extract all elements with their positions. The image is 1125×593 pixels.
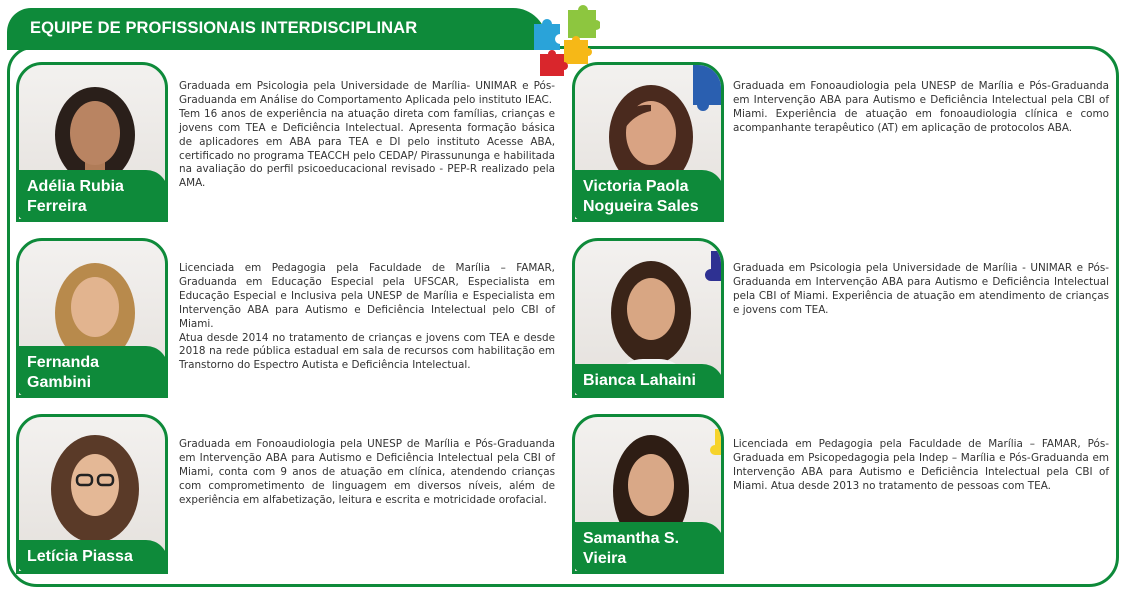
bio-samantha [733,438,1109,494]
page-title: EQUIPE DE PROFISSIONAIS INTERDISCIPLINAR [30,19,418,37]
puzzle-piece-blue-icon [534,19,560,50]
name-tag [572,170,724,222]
profile-card-leticia [16,414,168,574]
name-line2: Vieira [583,550,627,567]
profile-card-adelia [16,62,168,222]
bio-paragraph: Tem 16 anos de experiência na atuação direta com famílias, crianças e jovens com TEA e Deficiência Intelectual. Apresenta formação básica de aplicadores em ABA para TEA e DI pelo instituto Acesse ABA, certificado no programa TEACCH pelo CEDAP/ Pirassununga e habilitada na avaliação do perfil psicoeducacional revisado - PEP-R realizado pela AMA. [179,107,555,190]
name-line1: Adélia Rubia [27,178,124,195]
bio-paragraph: Licenciada em Pedagogia pela Faculdade de Marília – FAMAR, Pós-Graduada em Psicopedagogia pela Indep – Marília e Pós-Graduanda em Intervenção ABA para Autismo e Deficiência Intelectual pela CBI of Miami. Atua desde 2013 no tratamento de pessoas com TEA. [733,438,1109,492]
name-tag [16,170,168,222]
name-line1: Bianca Lahaini [583,372,696,389]
bio-fernanda [179,262,555,373]
name-tag [16,540,168,574]
name-tag [572,522,724,574]
bio-paragraph: Graduada em Psicologia pela Universidade de Marília - UNIMAR e Pós-Graduanda em Intervenção ABA para Autismo e Deficiência Intelectual pela CBI of Miami. Experiência de atuação em atendimento de crianças e jovens com TEA. [733,262,1109,316]
name-line1: Victoria Paola [583,178,689,195]
bio-bianca [733,262,1109,318]
profile-card-samantha [572,414,724,574]
bio-paragraph: Atua desde 2014 no tratamento de crianças e jovens com TEA e desde 2018 na rede pública estadual em sala de recursos com habilitação em Transtorno do Espectro Autista e Deficiência Intelectual. [179,331,555,372]
bio-paragraph: Graduada em Psicologia pela Universidade de Marília- UNIMAR e Pós-Graduanda em Análise do Comportamento Aplicada pelo instituto IEAC. [179,80,555,106]
name-line1: Fernanda [27,354,100,371]
name-line1: Letícia Piassa [27,548,133,565]
profile-card-victoria [572,62,724,222]
name-line2: Ferreira [27,198,87,215]
puzzle-piece-yellow-icon [564,36,592,64]
bio-leticia [179,438,555,508]
name-line1: Samantha S. [583,530,680,547]
bio-victoria [733,80,1109,136]
name-line2: Nogueira Sales [583,198,699,215]
puzzle-piece-green-icon [568,5,600,38]
name-tag [572,364,724,398]
profile-card-bianca [572,238,724,398]
name-tag [16,346,168,398]
profile-card-fernanda [16,238,168,398]
bio-paragraph: Graduada em Fonoaudiologia pela UNESP de Marília e Pós-Graduanda em Intervenção ABA para Autismo e Deficiência Intelectual pela CBI of Miami, conta com 9 anos de atuação em clínica, atendendo crianças com comprometimento de linguagem em diversos níveis, além de experiência em alfabetização, leitura e escrita e motricidade orofacial. [179,438,555,506]
puzzle-piece-red-icon [540,50,568,76]
bio-paragraph: Graduada em Fonoaudiologia pela UNESP de Marília e Pós-Graduanda em Intervenção ABA para Autismo e Deficiência Intelectual pela CBI of Miami. Experiência de atuação em fonoaudiologia clínica e como acompanhante terapêutico (AT) em aplicação de protocolos ABA. [733,80,1109,134]
name-line2: Gambini [27,374,92,391]
bio-adelia [179,80,555,191]
bio-paragraph: Licenciada em Pedagogia pela Faculdade de Marília – FAMAR, Graduanda em Educação Especial pela UFSCAR, Especialista em Educação Especial e Inclusiva pela UNESP de Marília e Especialista em Intervenção ABA para Autismo e Deficiência Intelectual pelo CBI of Miami. [179,262,555,330]
